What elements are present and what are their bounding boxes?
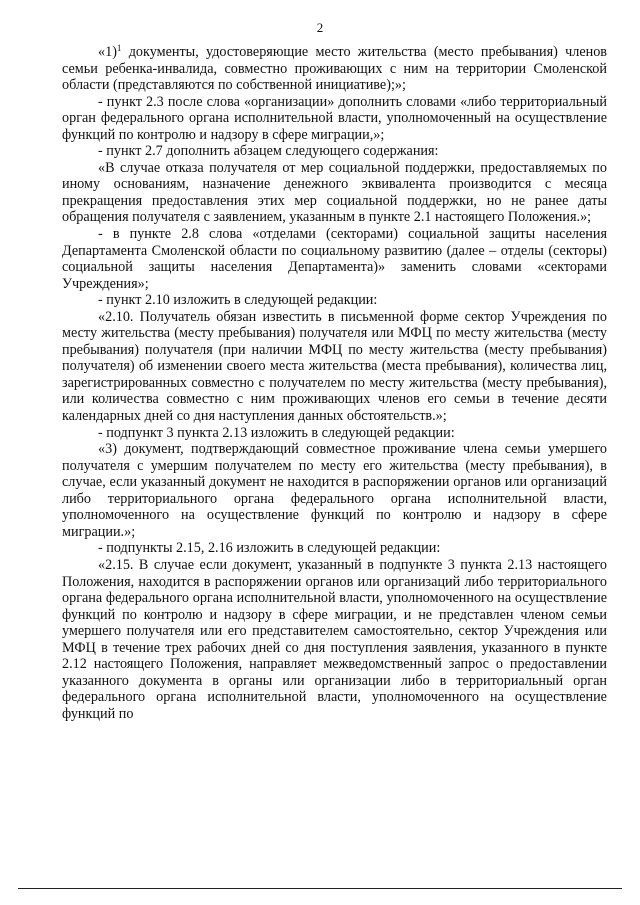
paragraph-9: «3) документ, подтверждающий совместное проживание члена семьи умершего получателя с умершим получателем по месту его жительства (месту пребывания), в случае, если указанный документ не находится в распоряжении органов или организаций либо территориального органа федерального органа исполнительной власти, уполномоченного на осуществление функций по контролю и надзору в сфере миграции.»; [62,441,607,540]
paragraph-11: «2.15. В случае если документ, указанный в подпункте 3 пункта 2.13 настоящего Положения, находится в распоряжении органов или организаций либо территориального органа федерального органа исполнительной власти, уполномоченного на осуществление функций по контролю и надзору в сфере миграции, и не представлен членом семьи умершего получателя или его представителем самостоятельно, сектор Учреждения или МФЦ в течение трех рабочих дней со дня поступления заявления, указанного в пункте 2.12 настоящего Положения, направляет межведомственный запрос о предоставлении указанного документа в органы или организации либо в территориальный орган федерального органа исполнительной власти, уполномоченного на осуществление функций по [62,556,607,722]
paragraph-3: - пункт 2.7 дополнить абзацем следующего содержания: [98,143,439,160]
bottom-rule [18,888,622,889]
paragraph-6: - пункт 2.10 изложить в следующей редакции: [98,292,378,309]
paragraph-1: «1)$^1$ документы, удостоверяющие место жительства (место пребывания) членов семьи ребенка-инвалида, совместно проживающих с ним на территории Смоленской области (представляются по собственной инициативе);»; [62,43,607,94]
paragraph-5: - в пункте 2.8 слова «отделами (секторами) социальной защиты населения Департамента Смоленской области по социальному развитию (далее – отделы (секторы) социальной защиты населения Департамента)» заменить словами «секторами Учреждения»; [62,226,607,292]
paragraph-8: - подпункт 3 пункта 2.13 изложить в следующей редакции: [98,424,455,441]
paragraph-7: «2.10. Получатель обязан известить в письменной форме сектор Учреждения по месту жительства (месту пребывания) получателя или МФЦ по месту жительства (месту пребывания) получателя (при наличии МФЦ по месту жительства (месту пребывания) получателя) об изменении своего места жительства (места пребывания), количества лиц, зарегистрированных совместно с получателем по месту жительства (месту пребывания), или количества совместно с ним проживающих членов его семьи в течение десяти календарных дней со дня наступления данных обстоятельств.»; [62,308,607,425]
paragraph-10: - подпункты 2.15, 2.16 изложить в следующей редакции: [98,540,441,557]
paragraph-2: - пункт 2.3 после слова «организации» дополнить словами «либо территориальный орган федерального органа исполнительной власти, уполномоченный на осуществление функций по контролю и надзору в сфере миграции,»; [62,93,607,143]
footnote-mark: 1 [116,43,122,53]
document-body [62,44,607,722]
page-number: 2 [316,20,324,35]
paragraph-4: «В случае отказа получателя от мер социальной поддержки, предоставляемых по иному основаниям, назначение денежного эквивалента производится с месяца прекращения предоставления этих мер социальной поддержки, но не ранее даты обращения получателя с заявлением, указанным в пункте 2.1 настоящего Положения.»; [62,159,607,226]
